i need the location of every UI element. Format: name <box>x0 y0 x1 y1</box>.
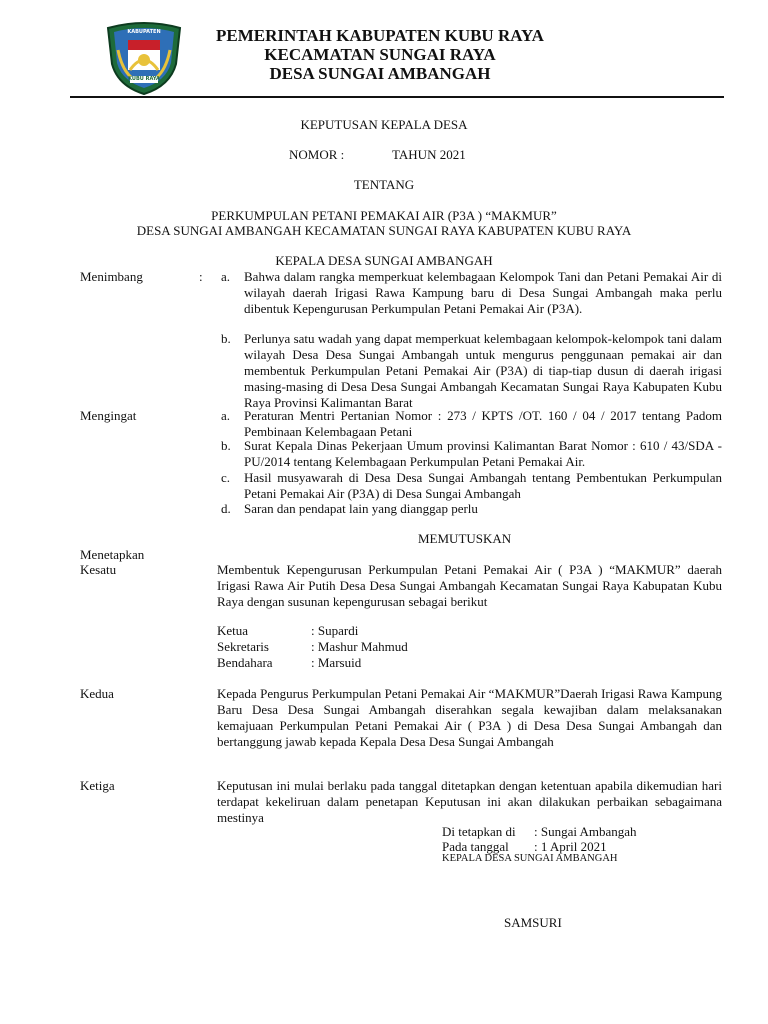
mengingat-item-c: Hasil musyawarah di Desa Desa Sungai Ambangah tentang Pembentukan Perkumpulan Petani Pemakai Air (P3A) di Desa Sungai Ambangah <box>244 470 722 501</box>
logo-top-text: KABUPATEN <box>127 29 161 35</box>
officer-name-sekretaris: : Mashur Mahmud <box>311 639 408 654</box>
ketiga-text: Keputusan ini mulai berlaku pada tanggal ditetapkan dengan ketentuan apabila dikemudian hari terdapat kekeliruan dalam penetapan Keputusan ini akan dilakukan perbaikan sebagaimana mestinya <box>217 778 722 825</box>
memutuskan-heading: MEMUTUSKAN <box>418 531 512 546</box>
head-title: KEPALA DESA SUNGAI AMBANGAH <box>275 253 493 268</box>
kabupaten-logo <box>104 20 184 96</box>
signatory-name: SAMSURI <box>504 915 562 930</box>
kedua-label: Kedua <box>80 686 114 701</box>
menimbang-label: Menimbang <box>80 269 143 284</box>
tahun-label: TAHUN 2021 <box>392 147 466 162</box>
header-divider <box>70 96 724 98</box>
menetapkan-label: Menetapkan <box>80 547 145 562</box>
menimbang-letter-b: b. <box>221 331 231 346</box>
menimbang-letter-a: a. <box>221 269 231 284</box>
mengingat-letter-a: a. <box>221 408 231 423</box>
ketiga-label: Ketiga <box>80 778 115 793</box>
officer-role-sekretaris: Sekretaris <box>217 639 269 654</box>
nomor-label: NOMOR : <box>289 147 345 162</box>
menimbang-item-b: Perlunya satu wadah yang dapat memperkuat kelembagaan kelompok-kelompok tani dalam wilayah Desa Desa Sungai Ambangah untuk mengurus penggunaan pemakai air dan membentuk Perkumpulan Petani Pemakai Air (P3A) di tiap-tiap dusun di daerah irigasi masing-masing di Desa Desa Sungai Ambangah Kecamatan Sungai Raya Kabupaten Kubu Raya Provinsi Kalimantan Barat <box>244 331 722 410</box>
menimbang-item-a: Bahwa dalam rangka memperkuat kelembagaan Kelompok Tani dan Petani Pemakai Air di wilayah daerah Irigasi Rawa Kampung baru di Desa Sungai Ambangah maka perlu dibentuk Kepengurusan Perkumpulan Petani Pemakai Air (P3A). <box>244 269 722 316</box>
mengingat-item-b: Surat Kepala Dinas Pekerjaan Umum provinsi Kalimantan Barat Nomor : 610 / 43/SDA - PU/2014 tentang Kelembagaan Perkumpulan Petani Pemakai Air. <box>244 438 722 469</box>
menimbang-colon: : <box>199 269 203 284</box>
mengingat-item-d: Saran dan pendapat lain yang dianggap perlu <box>244 501 478 516</box>
header-line-3: DESA SUNGAI AMBANGAH <box>269 64 491 83</box>
date-label: Pada tanggal <box>442 839 509 854</box>
place-value: : Sungai Ambangah <box>534 824 637 839</box>
place-label: Di tetapkan di <box>442 824 516 839</box>
officer-role-ketua: Ketua <box>217 623 249 638</box>
tentang-label: TENTANG <box>353 177 415 192</box>
mengingat-label: Mengingat <box>80 408 137 423</box>
kedua-text: Kepada Pengurus Perkumpulan Petani Pemakai Air “MAKMUR”Daerah Irigasi Rawa Kampung Baru Desa Desa Sungai Ambangah diserahkan segala kewajiban dalam melaksanakan kemajuaan Perkumpulan Petani Pemakai Air ( P3A ) di Desa Desa Sungai Ambangah dan bertanggung jawab kepada Kepala Desa Desa Sungai Ambangah <box>217 686 722 749</box>
subject-line-2: DESA SUNGAI AMBANGAH KECAMATAN SUNGAI RAYA KABUPATEN KUBU RAYA <box>136 223 632 238</box>
decree-title: KEPUTUSAN KEPALA DESA <box>300 117 468 132</box>
header-line-1: PEMERINTAH KABUPATEN KUBU RAYA <box>216 26 544 45</box>
mengingat-item-a: Peraturan Mentri Pertanian Nomor : 273 / KPTS /OT. 160 / 04 / 2017 tentang Padom Pembinaan Kelembagaan Petani <box>244 408 722 439</box>
mengingat-letter-d: d. <box>221 501 231 516</box>
kesatu-text: Membentuk Kepengurusan Perkumpulan Petani Pemakai Air ( P3A ) “MAKMUR” daerah Irigasi Rawa Air Putih Desa Desa Sungai Ambangah Kecamatan Sungai Raya Kabupatan Kubu Raya dengan susunan kepengurusan sebagai berikut <box>217 562 722 609</box>
officer-name-ketua: : Supardi <box>311 623 359 638</box>
mengingat-letter-b: b. <box>221 438 231 453</box>
officer-role-bendahara: Bendahara <box>217 655 273 670</box>
signatory-title: KEPALA DESA SUNGAI AMBANGAH <box>442 853 618 864</box>
date-value: : 1 April 2021 <box>534 839 607 854</box>
kesatu-label: Kesatu <box>80 562 117 577</box>
subject-line-1: PERKUMPULAN PETANI PEMAKAI AIR (P3A ) “MAKMUR” <box>211 208 557 223</box>
header-line-2: KECAMATAN SUNGAI RAYA <box>264 45 496 64</box>
mengingat-letter-c: c. <box>221 470 231 485</box>
logo-bottom-text: KUBU RAYA <box>128 76 160 82</box>
officer-name-bendahara: : Marsuid <box>311 655 362 670</box>
